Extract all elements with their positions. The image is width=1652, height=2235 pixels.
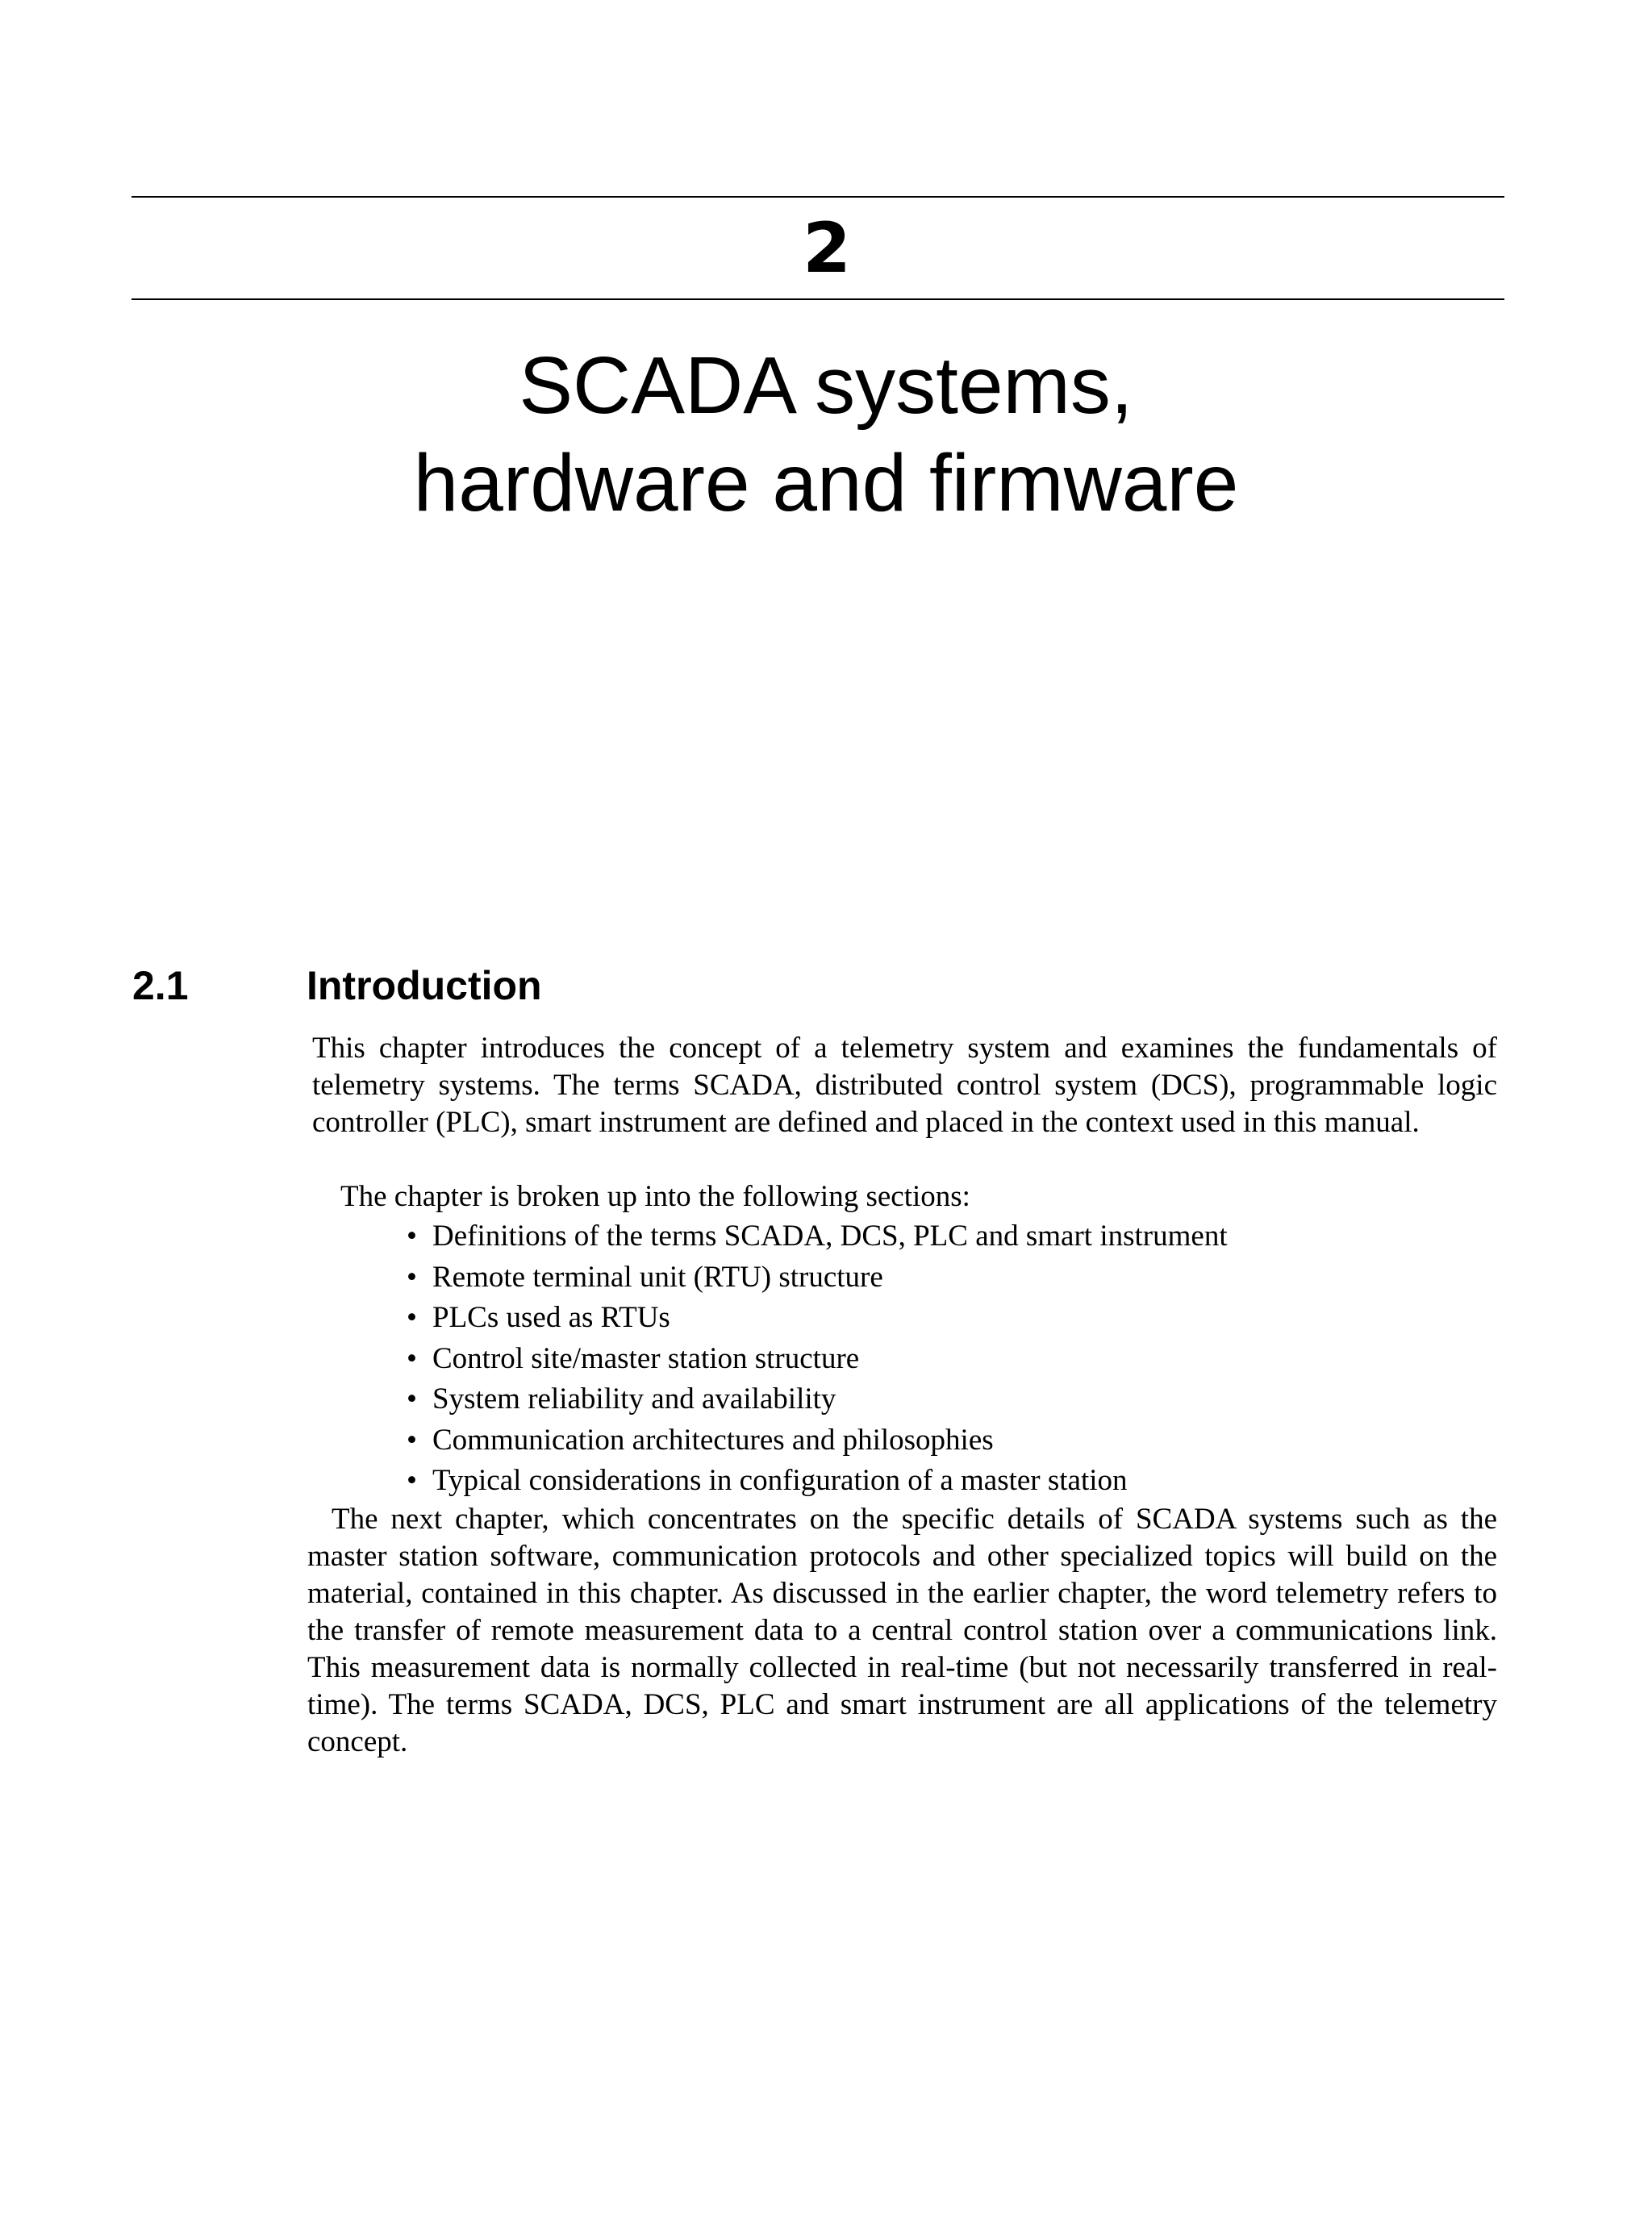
list-item: • Definitions of the terms SCADA, DCS, PLC and smart instrument [403, 1216, 1492, 1257]
intro-paragraph-2: The chapter is broken up into the following sections: [340, 1180, 970, 1213]
section-number: 2.1 [132, 963, 189, 1008]
intro-paragraph-1: This chapter introduces the concept of a telemetry system and examines the fundamentals of telemetry systems. The terms SCADA, distributed control system (DCS), programmable logic controller (PLC), smart instrument are defined and placed in the context used in this manual. [312, 1032, 1497, 1139]
section-title: Introduction [307, 963, 542, 1008]
list-item: • Communication architectures and philosophies [403, 1420, 1492, 1462]
section-heading [132, 961, 1504, 1010]
list-item: • System reliability and availability [403, 1379, 1492, 1420]
section-list [403, 1216, 1492, 1502]
chapter-title [0, 337, 1652, 532]
list-item: • PLCs used as RTUs [403, 1298, 1492, 1339]
chapter-number: 2 [803, 208, 849, 289]
list-item: • Control site/master station structure [403, 1339, 1492, 1380]
list-item: • Typical considerations in configuration of a master station [403, 1461, 1492, 1502]
chapter-top-rule [131, 196, 1504, 198]
chapter-bottom-rule [131, 298, 1504, 300]
chapter-title-line-2: hardware and firmware [413, 438, 1239, 528]
intro-paragraph-3: The next chapter, which concentrates on the specific details of SCADA systems such as the master station software, communication protocols and other specialized topics will build on the material, contained in this chapter. As discussed in the earlier chapter, the word telemetry refers to the transfer of remote measurement data to a central control station over a communications link. This measurement data is normally collected in real-time (but not necessarily transferred in real-time). The terms SCADA, DCS, PLC and smart instrument are all applications of the telemetry concept. [307, 1503, 1497, 1758]
list-item: • Remote terminal unit (RTU) structure [403, 1257, 1492, 1299]
chapter-title-line-1: SCADA systems, [519, 340, 1133, 431]
